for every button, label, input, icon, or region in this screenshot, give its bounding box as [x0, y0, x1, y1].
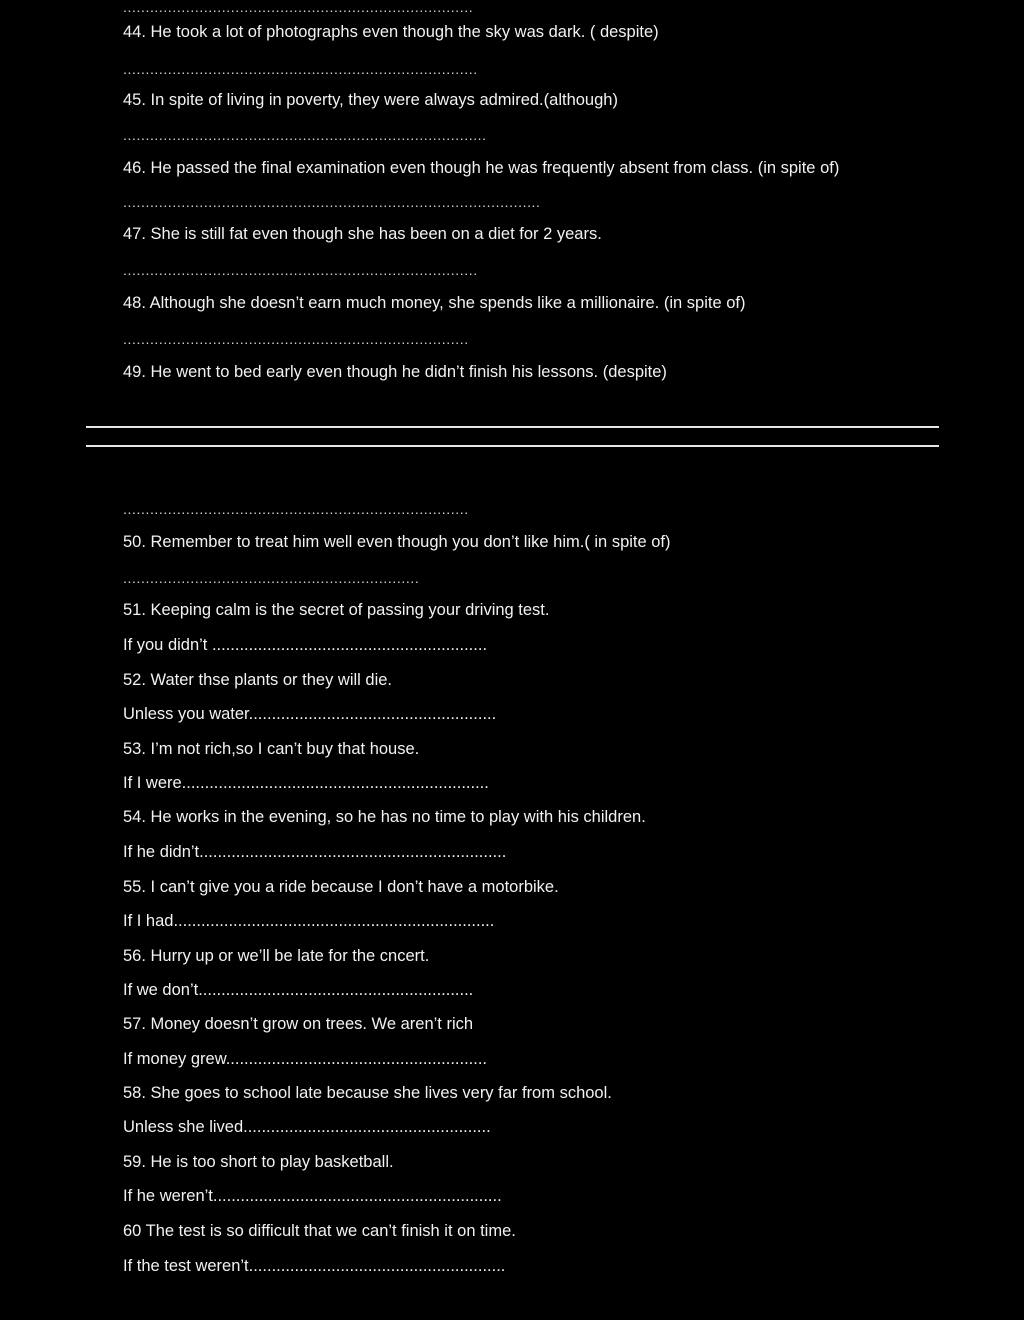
- question-57: 57. Money doesn’t grow on trees. We aren’t rich: [123, 1015, 474, 1033]
- question-52: 52. Water thse plants or they will die.: [123, 671, 393, 689]
- question-51: 51. Keeping calm is the secret of passing your driving test.: [123, 601, 550, 619]
- answer-53: If I were...................................................................: [123, 774, 489, 792]
- question-60: 60 The test is so difficult that we can’t finish it on time.: [123, 1222, 516, 1240]
- question-49: 49. He went to bed early even though he didn’t finish his lessons. (despite): [123, 363, 667, 381]
- question-56: 56. Hurry up or we’ll be late for the cncert.: [123, 947, 430, 965]
- answer-54: If he didn’t...................................................................: [123, 843, 507, 861]
- question-58: 58. She goes to school late because she lives very far from school.: [123, 1084, 612, 1102]
- answer-55: If I had......................................................................: [123, 912, 495, 930]
- answer-line-44: ...............................................................................: [123, 61, 478, 77]
- question-50: 50. Remember to treat him well even though you don’t like him.( in spite of): [123, 533, 671, 551]
- answer-56: If we don’t............................................................: [123, 981, 474, 999]
- question-59: 59. He is too short to play basketball.: [123, 1153, 394, 1171]
- question-55: 55. I can’t give you a ride because I don’t have a motorbike.: [123, 878, 559, 896]
- answer-59: If he weren’t...............................................................: [123, 1187, 502, 1205]
- question-46: 46. He passed the final examination even though he was frequently absent from class. (in spite of): [123, 159, 840, 177]
- answer-58: Unless she lived......................................................: [123, 1118, 491, 1136]
- answer-57: If money grew.........................................................: [123, 1050, 488, 1068]
- question-45: 45. In spite of living in poverty, they were always admired.(although): [123, 91, 618, 109]
- question-53: 53. I’m not rich,so I can’t buy that house.: [123, 740, 420, 758]
- answer-line-49: .............................................................................: [123, 501, 469, 517]
- answer-line-45: .................................................................................: [123, 127, 487, 143]
- answer-line-top: ..............................................................................: [123, 0, 474, 15]
- answer-line-46: .............................................................................................: [123, 194, 541, 210]
- question-44: 44. He took a lot of photographs even though the sky was dark. ( despite): [123, 23, 659, 41]
- question-54: 54. He works in the evening, so he has no time to play with his children.: [123, 808, 646, 826]
- answer-line-48: .............................................................................: [123, 331, 469, 347]
- divider-rule-lower: [86, 445, 939, 447]
- question-48: 48. Although she doesn’t earn much money, she spends like a millionaire. (in spite of): [123, 294, 746, 312]
- answer-52: Unless you water......................................................: [123, 705, 497, 723]
- answer-line-50: ..................................................................: [123, 570, 420, 586]
- answer-60: If the test weren’t........................................................: [123, 1257, 506, 1275]
- question-47: 47. She is still fat even though she has been on a diet for 2 years.: [123, 225, 602, 243]
- divider-rule-upper: [86, 426, 939, 428]
- answer-51: If you didn’t ............................................................: [123, 636, 488, 654]
- answer-line-47: ...............................................................................: [123, 262, 478, 278]
